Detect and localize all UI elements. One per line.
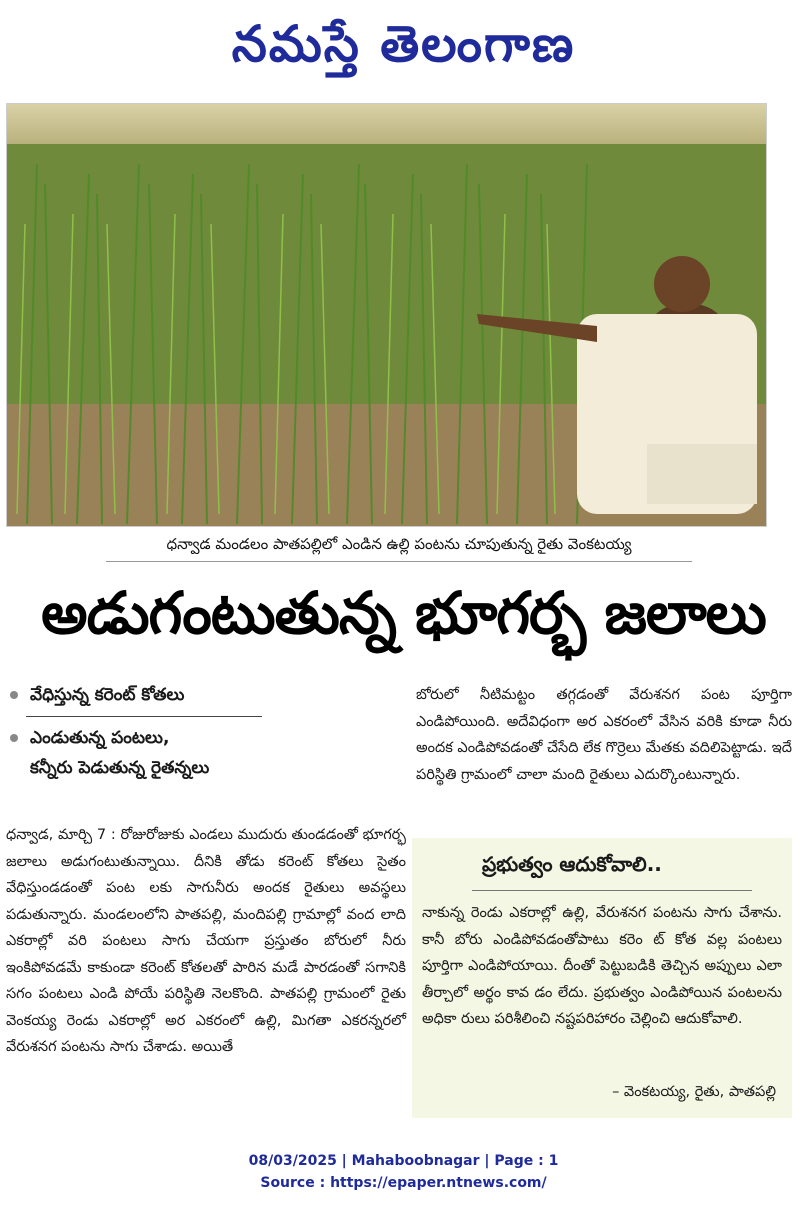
page-footer (0, 1150, 807, 1194)
photo-caption: ధన్వాడ మండలం పాతపల్లిలో ఎండిన ఉల్లి పంటను చూపుతున్న రైతు వెంకటయ్య (106, 531, 692, 562)
quote-box-title: ప్రభుత్వం ఆదుకోవాలి.. (482, 852, 662, 876)
footer-source: Source : https://epaper.ntnews.com/ (260, 1175, 547, 1191)
subheadings (4, 680, 264, 783)
divider (472, 890, 752, 891)
article-paragraph: బోరులో నీటిమట్టం తగ్గడంతో వేరుశనగ పంట పూర్తిగా ఎండిపోయింది. అదేవిధంగా అర ఎకరంలో వేసిన వరికి కూడా నీరు అందక ఎండిపోవడంతో చేసేది లేక గొర్రెలు మేతకు వదిలిపెట్టాడు. ఇదే పరిస్థితి గ్రామంలో చాలా మంది రైతులు ఎదుర్కొంటున్నారు. (416, 687, 792, 783)
bullet-icon (10, 691, 18, 699)
divider (26, 716, 262, 717)
footer-dateline: 08/03/2025 | Mahaboobnagar | Page : 1 (248, 1153, 559, 1169)
subheading-item (4, 723, 264, 783)
subheading-item (4, 680, 264, 710)
onion-field-image (7, 104, 766, 526)
news-photo (6, 103, 767, 527)
article-paragraph: ధన్వాడ, మార్చి 7 : రోజురోజుకు ఎండలు ముదురు తుండడంతో భూగర్భ జలాలు అడుగంటుతున్నాయి. దీనికి తోడు కరెంట్ కోతలు సైతం వేధిస్తుండడంతో పంట లకు సాగునీరు అందక రైతులు అవస్థలు పడుతున్నారు. మండలంలోని పాతపల్లి, మందిపల్లి గ్రామాల్లో వంద లాది ఎకరాల్లో వరి పంటలు సాగు చేయగా ప్రస్తుతం బోరులో నీరు ఇంకిపోవడమే కాకుండా కరెంట్ కోతలతో పారిన మడే పారడంతో సగానికి సగం పంటలు ఎండి పోయే పరిస్థితి నెలకొంది. పాతపల్లి గ్రామంలో రైతు వెంకయ్య రెండు ఎకరాల్లో అర ఎకరంలో ఉల్లి, మిగతా ఎకరన్నరలో వేరుశనగ పంటను సాగు చేశాడు. అయితే (6, 827, 406, 1055)
article-column-right (416, 682, 792, 788)
subheading-line: వేధిస్తున్న కరెంట్ కోతలు (30, 685, 185, 705)
article-column-left (6, 822, 406, 1061)
masthead (0, 0, 807, 100)
quote-box (412, 838, 792, 1118)
quote-signature: – వెంకటయ్య, రైతు, పాతపల్లి (612, 1084, 776, 1100)
quote-text: నాకున్న రెండు ఎకరాల్లో ఉల్లి, వేరుశనగ పంటను సాగు చేశాను. కానీ బోరు ఎండిపోవడంతోపాటు కరెం ట్ కోత వల్ల పంటలు పూర్తిగా ఎండిపోయాయి. దీంతో పెట్టుబడికి తెచ్చిన అప్పులు ఎలా తీర్చాలో అర్థం కావ డం లేదు. ప్రభుత్వం ఎండిపోయిన పంటలను అధికా రులు పరిశీలించి నష్టపరిహారం చెల్లించి ఆదుకోవాలి. (422, 905, 782, 1027)
quote-box-body (422, 900, 782, 1033)
bullet-icon (10, 734, 18, 742)
headline-text: అడుగంటుతున్న భూగర్భ జలాలు (41, 578, 766, 647)
subheading-line: ఎండుతున్న పంటలు, (30, 728, 170, 748)
headline (0, 570, 807, 670)
newspaper-title: నమస్తే తెలంగాణ (231, 14, 576, 73)
subheading-line: కన్నీరు పెడుతున్న రైతన్నలు (30, 758, 210, 778)
